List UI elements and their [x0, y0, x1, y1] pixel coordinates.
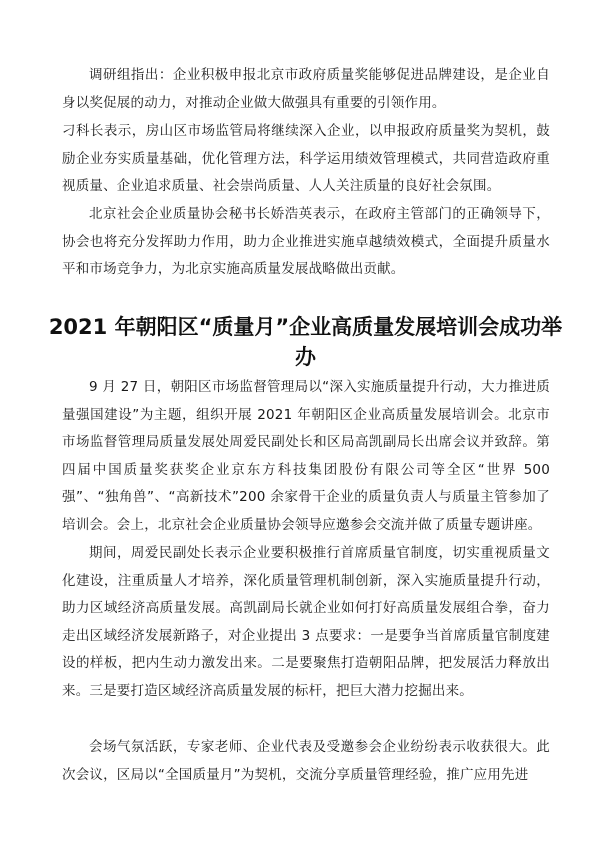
paragraph-conclusion: 会场气氛活跃，专家老师、企业代表及受邀参会企业纷纷表示收获很大。此次会议，区局以“全国质量月”为契机，交流分享质量管理经验，推广应用先进 [62, 739, 550, 783]
paragraph-meeting-intro: 9 月 27 日，朝阳区市场监督管理局以“深入实施质量提升行动，大力推进质量强国建设”为主题，组织开展 2021 年朝阳区企业高质量发展培训会。北京市市场监督管理局质量发展处周爱民副处长和区局高凯副局长出席会议并致辞。第四届中国质量奖获奖企业京东方科技集团股份有限公司等全区“世界 500 强”、“独角兽”、“高新技术”200 余家骨干企业的质量负责人与质量主管参加了培训会。会上，北京社会企业质量协会领导应邀参会交流并做了质量专题讲座。 [62, 379, 550, 533]
paragraph-section-chief: 刁科长表示，房山区市场监管局将继续深入企业，以申报政府质量奖为契机，鼓励企业夯实质量基础，优化管理方法，科学运用绩效管理模式，共同营造政府重视质量、企业追求质量、社会崇尚质量、人人关注质量的良好社会氛围。 [62, 123, 550, 195]
paragraph-research-group: 调研组指出：企业积极申报北京市政府质量奖能够促进品牌建设，是企业自身以奖促展的动力，对推动企业做大做强具有重要的引领作用。 [62, 67, 550, 111]
paragraph-requirements: 期间，周爱民副处长表示企业要积极推行首席质量官制度，切实重视质量文化建设，注重质量人才培养，深化质量管理机制创新，深入实施质量提升行动，助力区域经济高质量发展。高凯副局长就企业如何打好高质量发展组合拳，奋力走出区域经济发展新路子，对企业提出 3 点要求：一是要争当首席质量官制度建设的样板，把内生动力激发出来。二是要聚焦打造朝阳品牌，把发展活力释放出来。三是要打造区域经济高质量发展的标杆，把巨大潜力挖掘出来。 [62, 545, 550, 699]
paragraph-association: 北京社会企业质量协会秘书长娇浩英表示，在政府主管部门的正确领导下，协会也将充分发挥助力作用，助力企业推进实施卓越绩效模式，全面提升质量水平和市场竞争力，为北京实施高质量发展战略做出贡献。 [62, 206, 550, 278]
article-title: 2021 年朝阳区“质量月”企业高质量发展培训会成功举办 [48, 315, 563, 369]
